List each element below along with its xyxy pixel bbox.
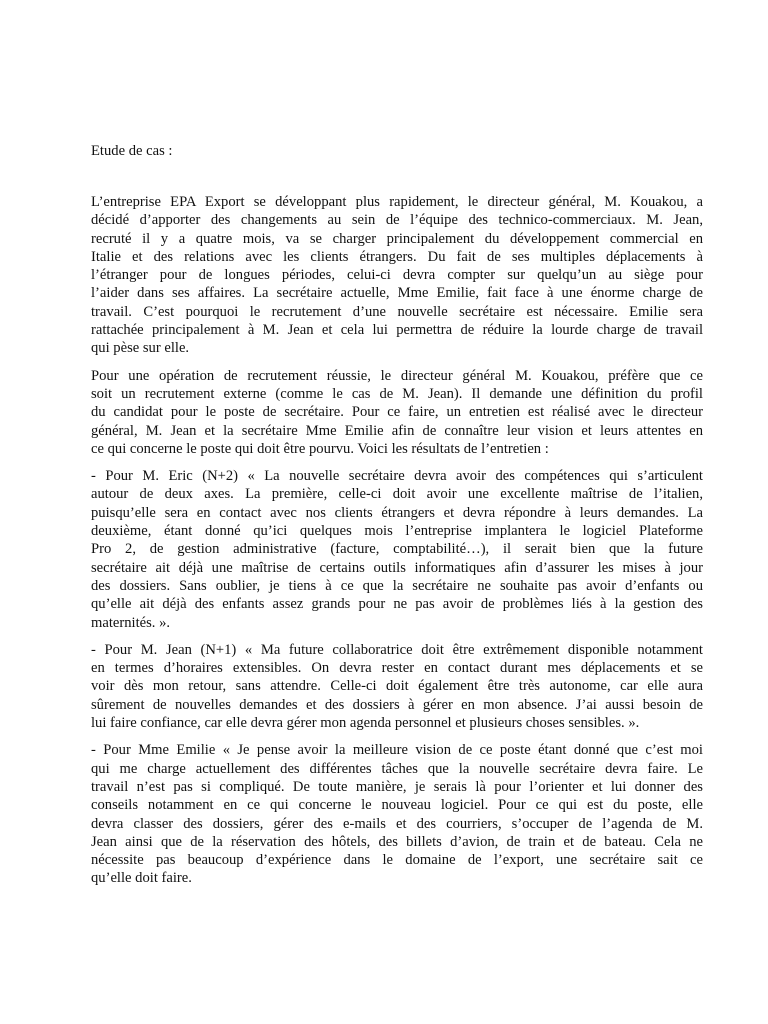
text-line: - Pour Mme Emilie « Je pense avoir la meilleure vision de ce poste étant donné que c’est moi bbox=[91, 742, 703, 759]
text-line: deuxième, étant donné qu’ici quelques mois l’entreprise implantera le logiciel Plateforme bbox=[91, 523, 703, 540]
text-line: qui pèse sur elle. bbox=[91, 340, 190, 357]
text-line: rattachée principalement à M. Jean et cela lui permettra de réduire la lourde charge de travail bbox=[91, 322, 703, 339]
text-line: - Pour M. Eric (N+2) « La nouvelle secrétaire devra avoir des compétences qui s’articulent bbox=[91, 468, 703, 485]
text-line: l’étranger pour de longues périodes, celui-ci devra compter sur quelqu’un au siège pour bbox=[91, 267, 703, 284]
text-line: Pour une opération de recrutement réussie, le directeur général M. Kouakou, préfère que ce bbox=[91, 367, 703, 384]
text-line: général, M. Jean et la secrétaire Mme Emilie afin de connaître leur vision et leurs attentes en bbox=[91, 422, 703, 439]
text-line: secrétaire ait déjà une maîtrise de certains outils informatiques afin d’assurer les mises à jour bbox=[91, 559, 703, 576]
text-line: - Pour M. Jean (N+1) « Ma future collaboratrice doit être extrêmement disponible notamment bbox=[91, 641, 703, 658]
text-line: qu’elle ait déjà des enfants assez grands pour ne pas avoir de problèmes liés à la gestion des bbox=[91, 596, 703, 613]
text-line: devra classer des dossiers, gérer des e-mails et des courriers, s’occuper de l’agenda de M. bbox=[91, 815, 703, 832]
paragraph bbox=[91, 467, 703, 632]
text-line: nécessite pas beaucoup d’expérience dans le domaine de l’export, une secrétaire sait ce bbox=[91, 852, 703, 869]
text-line: recruté il y a quatre mois, va se charger principalement du développement commercial en bbox=[91, 230, 703, 247]
text-line: ce qui concerne le poste qui doit être pourvu. Voici les résultats de l’entretien : bbox=[91, 440, 549, 457]
text-line: Jean ainsi que de la réservation des hôtels, des billets d’avion, de train et de bateau. Cela ne bbox=[91, 833, 703, 850]
text-line: sûrement de nouvelles demandes et des dossiers à gérer en mon absence. J’ai aussi besoin de bbox=[91, 696, 703, 713]
text-line: autour de deux axes. La première, celle-ci doit avoir une excellente maîtrise de l’italien, bbox=[91, 486, 703, 503]
text-line: des dossiers. Sans oublier, je tiens à ce que la secrétaire ne souhaite pas avoir d’enfants ou bbox=[91, 577, 703, 594]
paragraph bbox=[91, 741, 703, 887]
text-line: Italie et des relations avec les clients étrangers. Du fait de ses multiples déplacements à bbox=[91, 248, 703, 265]
paragraph bbox=[91, 641, 703, 732]
text-line: maternités. ». bbox=[91, 614, 171, 631]
text-line: l’aider dans ses affaires. La secrétaire actuelle, Mme Emilie, fait face à une énorme charge de bbox=[91, 285, 703, 302]
text-line: Pro 2, de gestion administrative (facture, comptabilité…), il serait bien que la future bbox=[91, 541, 703, 558]
text-line: soit un recrutement externe (comme le cas de M. Jean). Il demande une définition du profil bbox=[91, 385, 703, 402]
text-line: qu’elle doit faire. bbox=[91, 870, 192, 887]
text-line: en termes d’horaires extensibles. On devra rester en contact durant mes déplacements et se bbox=[91, 660, 703, 677]
document-body bbox=[91, 193, 703, 897]
text-line: du candidat pour le poste de secrétaire. Pour ce faire, un entretien est réalisé avec le directeur bbox=[91, 404, 703, 421]
text-line: conseils notamment en ce qui concerne le nouveau logiciel. Pour ce qui est du poste, elle bbox=[91, 797, 703, 814]
paragraph bbox=[91, 367, 703, 458]
paragraph bbox=[91, 193, 703, 358]
text-line: travail. C’est pourquoi le recrutement d’une nouvelle secrétaire est nécessaire. Emilie sera bbox=[91, 303, 703, 320]
text-line: voir dès mon retour, sans attendre. Celle-ci doit également être très autonome, car elle aura bbox=[91, 678, 703, 695]
text-line: qui me charge actuellement des différentes tâches que la nouvelle secrétaire devra faire. Le bbox=[91, 760, 703, 777]
text-line: L’entreprise EPA Export se développant plus rapidement, le directeur général, M. Kouakou, a bbox=[91, 194, 703, 210]
text-line: lui faire confiance, car elle devra gérer mon agenda personnel et plusieurs choses sensibles. ». bbox=[91, 715, 640, 732]
text-line: puisqu’elle sera en contact avec nos clients étrangers et devra répondre à leurs demandes. La bbox=[91, 504, 703, 521]
text-line: travail n’est pas si compliqué. De toute manière, je serais là pour l’orienter et lui donner des bbox=[91, 778, 703, 795]
document-title: Etude de cas : bbox=[91, 143, 173, 159]
text-line: décidé d’apporter des changements au sein de l’équipe des technico-commerciaux. M. Jean, bbox=[91, 212, 703, 229]
